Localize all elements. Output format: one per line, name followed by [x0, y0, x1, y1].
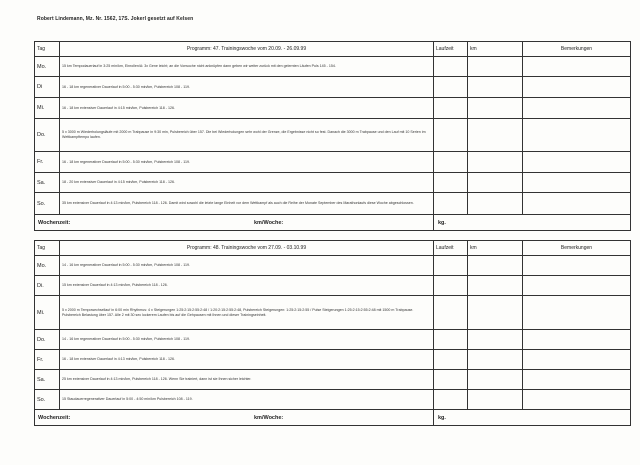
- remarks-cell: [523, 152, 631, 173]
- km-cell: [468, 119, 523, 152]
- day-label: Do.: [35, 119, 60, 152]
- km-cell: [468, 370, 523, 390]
- day-label: Sa.: [35, 370, 60, 390]
- col-day: Tag: [35, 42, 60, 57]
- table-row: [35, 57, 631, 77]
- laufzeit-cell: [434, 193, 468, 215]
- laufzeit-cell: [434, 390, 468, 410]
- col-day: Tag: [35, 241, 60, 256]
- kg-label: kg.: [434, 410, 631, 426]
- wochenzeit-label: Wochenzeit:: [38, 414, 71, 421]
- session-description: 5 x 2000 m Tempowechsellauf in 6:00 min Rhythmus: 4 x Steigerungen 1:25:2:15:2:55:2:48 / 1:20:2:15:2:55:2:48, Pulsbereich Steigerungen: 1:25:2:15:2:55 / Pulse Steigerungen 1:25:2:15:2:55:2:48 mit 1500 m Trabpause. Pulsbereich Belastung über 157. Alle 2 mit 30 sec lockerem Laufen bis auf die Gehpausen mit Ihnen und dieser Trainingseinheit.: [60, 296, 434, 330]
- day-label: Di: [35, 77, 60, 98]
- table-row: [35, 330, 631, 350]
- document-header: Robert Lindemann, Mz. Nr. 1562, 17S. Jokerl gesetzt auf Kelsen: [37, 16, 194, 22]
- session-description: 16 - 18 km extensiver Dauerlauf in 4:15 min/km, Pulsbereich 118 - 126.: [60, 98, 434, 119]
- km-cell: [468, 296, 523, 330]
- week-footer: [35, 215, 631, 231]
- week-title: Programm: 48. Trainingswoche vom 27.09. - 03.10.99: [60, 241, 434, 256]
- week-table-48: [34, 240, 631, 426]
- laufzeit-cell: [434, 256, 468, 276]
- session-description: 25 km extensiver Dauerlauf in 4:13 min/km, Pulsbereich 118 - 126. Wenn Sie trainiert, dann ist sie Ihnen sicher leichter.: [60, 370, 434, 390]
- col-km: km: [468, 42, 523, 57]
- col-km: km: [468, 241, 523, 256]
- day-label: So.: [35, 390, 60, 410]
- laufzeit-cell: [434, 57, 468, 77]
- session-description: 15 km Tempodauerlauf in 3:25 min/km, Einrollen/A: 3x Gene leicht; an die Vorwoche nicht anknüpfen dann geben wir weiter zurück mit den gelernten Läufen Puls 145 - 154.: [60, 57, 434, 77]
- session-description: 18 - 20 km extensiver Dauerlauf in 4:15 min/km, Pulsbereich 118 - 126.: [60, 173, 434, 193]
- table-row: [35, 98, 631, 119]
- table-row: [35, 256, 631, 276]
- day-label: Sa.: [35, 173, 60, 193]
- laufzeit-cell: [434, 330, 468, 350]
- session-description: 16 - 18 km extensiver Dauerlauf in 4:13 min/km, Pulsbereich 118 - 126.: [60, 350, 434, 370]
- table-header-row: [35, 42, 631, 57]
- km-cell: [468, 193, 523, 215]
- session-description: 35 km extensiver Dauerlauf in 4:13 min/km, Pulsbereich 118 - 126. Damit wird sowohl die letzte lange Einheit vor dem Wettkampf als auch die Reihe der Monate September des Marathonlaufs diese Woche abgeschlossen.: [60, 193, 434, 215]
- laufzeit-cell: [434, 152, 468, 173]
- remarks-cell: [523, 276, 631, 296]
- laufzeit-cell: [434, 173, 468, 193]
- remarks-cell: [523, 77, 631, 98]
- km-cell: [468, 256, 523, 276]
- km-cell: [468, 276, 523, 296]
- remarks-cell: [523, 256, 631, 276]
- laufzeit-cell: [434, 119, 468, 152]
- table-row: [35, 152, 631, 173]
- kg-label: kg.: [434, 215, 631, 231]
- table-row: [35, 276, 631, 296]
- day-label: Mo.: [35, 57, 60, 77]
- remarks-cell: [523, 390, 631, 410]
- day-label: Mi.: [35, 98, 60, 119]
- km-cell: [468, 77, 523, 98]
- session-description: 5 x 3000 m Wiederholungsläufe mit 2000 m Trabpause in 9:30 min, Pulsbereich über 157. Die bei Wiederholungen sehr wohl der Grenze, die Ergebnisse nicht so fest. Danach die 3000 m Trabpause und den Lauf mit 10 Serien im Wettkampftempo laufen.: [60, 119, 434, 152]
- table-row: [35, 173, 631, 193]
- km-woche-label: km/Woche:: [254, 414, 284, 421]
- table-header-row: [35, 241, 631, 256]
- day-label: Mo.: [35, 256, 60, 276]
- laufzeit-cell: [434, 350, 468, 370]
- table-row: [35, 390, 631, 410]
- col-bemerkungen: Bemerkungen: [523, 241, 631, 256]
- remarks-cell: [523, 350, 631, 370]
- day-label: Fr.: [35, 152, 60, 173]
- week-footer: [35, 410, 631, 426]
- laufzeit-cell: [434, 77, 468, 98]
- km-cell: [468, 57, 523, 77]
- session-description: 15 km extensiver Dauerlauf in 4:13 min/km, Pulsbereich 118 - 126.: [60, 276, 434, 296]
- remarks-cell: [523, 173, 631, 193]
- table-row: [35, 193, 631, 215]
- km-cell: [468, 390, 523, 410]
- laufzeit-cell: [434, 98, 468, 119]
- day-label: Di.: [35, 276, 60, 296]
- remarks-cell: [523, 296, 631, 330]
- session-description: 16 - 18 km regenerativer Dauerlauf in 5:00 - 5:30 min/km, Pulsbereich 108 - 119.: [60, 152, 434, 173]
- laufzeit-cell: [434, 296, 468, 330]
- km-cell: [468, 350, 523, 370]
- day-label: Mi.: [35, 296, 60, 330]
- wochenzeit-label: Wochenzeit:: [38, 219, 71, 226]
- remarks-cell: [523, 193, 631, 215]
- table-row: [35, 119, 631, 152]
- col-bemerkungen: Bemerkungen: [523, 42, 631, 57]
- col-laufzeit: Laufzeit: [434, 241, 468, 256]
- week-title: Programm: 47. Trainingswoche vom 20.09. - 26.09.99: [60, 42, 434, 57]
- remarks-cell: [523, 98, 631, 119]
- col-laufzeit: Laufzeit: [434, 42, 468, 57]
- week-table-47: [34, 41, 631, 231]
- km-cell: [468, 173, 523, 193]
- table-row: [35, 296, 631, 330]
- km-cell: [468, 152, 523, 173]
- day-label: Do.: [35, 330, 60, 350]
- laufzeit-cell: [434, 276, 468, 296]
- table-row: [35, 370, 631, 390]
- session-description: 14 - 16 km regenerativer Dauerlauf in 5:00 - 5:30 min/km, Pulsbereich 108 - 119.: [60, 330, 434, 350]
- session-description: 15 Staudauerregenerativer Dauerlauf in 5:00 - 4:50 min/km Pulsbereich 108 - 119.: [60, 390, 434, 410]
- session-description: 16 - 18 km regenerativer Dauerlauf in 5:00 - 5:30 min/km, Pulsbereich 108 - 119.: [60, 77, 434, 98]
- km-cell: [468, 98, 523, 119]
- laufzeit-cell: [434, 370, 468, 390]
- remarks-cell: [523, 57, 631, 77]
- remarks-cell: [523, 370, 631, 390]
- day-label: So.: [35, 193, 60, 215]
- remarks-cell: [523, 119, 631, 152]
- session-description: 14 - 16 km regenerativer Dauerlauf in 5:00 - 5:30 min/km, Pulsbereich 108 - 119.: [60, 256, 434, 276]
- table-row: [35, 77, 631, 98]
- table-row: [35, 350, 631, 370]
- remarks-cell: [523, 330, 631, 350]
- km-woche-label: km/Woche:: [254, 219, 284, 226]
- day-label: Fr.: [35, 350, 60, 370]
- km-cell: [468, 330, 523, 350]
